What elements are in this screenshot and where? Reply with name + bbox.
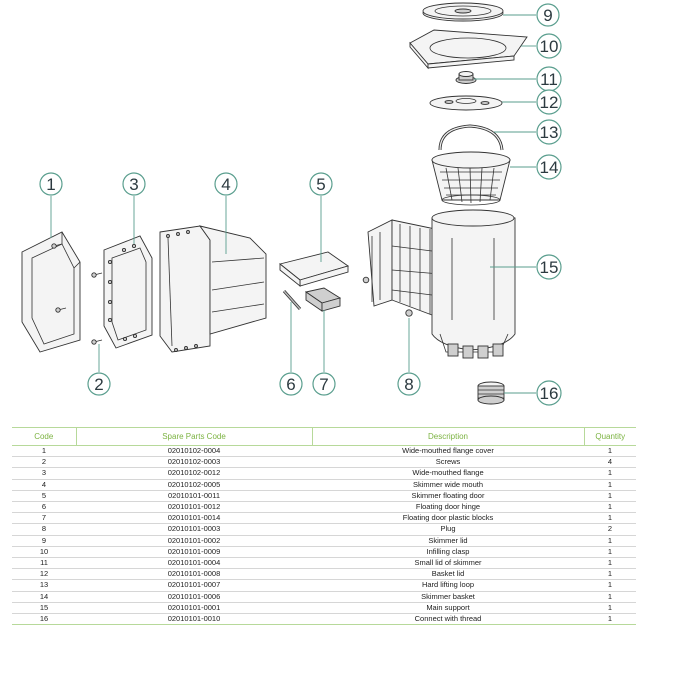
cell-spare-parts-code: 02010102-0005 [76,479,312,490]
cell-code: 7 [12,513,76,524]
cell-description: Wide-mouthed flange cover [312,446,584,457]
svg-text:13: 13 [539,123,559,142]
svg-text:12: 12 [539,93,559,112]
cell-description: Basket lid [312,569,584,580]
callout-2 [88,344,110,395]
cell-quantity: 1 [584,614,636,625]
cell-spare-parts-code: 02010101-0010 [76,614,312,625]
cell-spare-parts-code: 02010101-0007 [76,580,312,591]
table-row [12,558,636,569]
cell-description: Infilling clasp [312,546,584,557]
cell-description: Plug [312,524,584,535]
svg-text:8: 8 [404,375,414,394]
cell-quantity: 1 [584,479,636,490]
callout-14 [510,155,561,179]
header-spare-parts-code: Spare Parts Code [76,428,312,446]
cell-description: Skimmer basket [312,591,584,602]
table-row [12,479,636,490]
cell-quantity: 1 [584,569,636,580]
part-4-skimmer-wide-mouth [160,226,266,352]
callout-12 [502,90,561,114]
cell-code: 13 [12,580,76,591]
cell-description: Skimmer lid [312,535,584,546]
cell-description: Screws [312,457,584,468]
cell-code: 8 [12,524,76,535]
svg-text:5: 5 [316,175,326,194]
cell-quantity: 1 [584,490,636,501]
cell-description: Skimmer wide mouth [312,479,584,490]
cell-spare-parts-code: 02010101-0004 [76,558,312,569]
table-row [12,457,636,468]
cell-quantity: 1 [584,535,636,546]
cell-quantity: 1 [584,558,636,569]
cell-quantity: 4 [584,457,636,468]
part-14-skimmer-basket [432,152,510,205]
part-10-infilling-clasp [410,30,527,68]
cell-spare-parts-code: 02010102-0003 [76,457,312,468]
table-row [12,569,636,580]
cell-description: Main support [312,602,584,613]
svg-text:1: 1 [46,175,56,194]
cell-quantity: 1 [584,502,636,513]
cell-code: 15 [12,602,76,613]
cell-spare-parts-code: 02010101-0009 [76,546,312,557]
callout-6 [280,302,302,395]
cell-code: 5 [12,490,76,501]
svg-text:6: 6 [286,375,296,394]
cell-code: 4 [12,479,76,490]
table-row [12,535,636,546]
callout-8 [398,318,420,395]
svg-text:14: 14 [539,158,559,177]
svg-text:7: 7 [319,375,329,394]
table-row [12,524,636,535]
cell-quantity: 1 [584,580,636,591]
part-6-floating-door-hinge [284,291,300,309]
part-7-floating-door-plastic-blocks [306,288,340,311]
table-row [12,513,636,524]
part-12-basket-lid [430,96,502,110]
cell-description: Wide-mouthed flange [312,468,584,479]
part-13-hard-lifting-loop [440,126,502,150]
callout-16 [504,381,561,405]
cell-spare-parts-code: 02010101-0003 [76,524,312,535]
header-code: Code [12,428,76,446]
cell-spare-parts-code: 02010102-0004 [76,446,312,457]
cell-description: Floating door hinge [312,502,584,513]
part-11-small-lid-of-skimmer [456,72,476,84]
cell-spare-parts-code: 02010101-0006 [76,591,312,602]
cell-spare-parts-code: 02010101-0008 [76,569,312,580]
cell-code: 6 [12,502,76,513]
table-row [12,614,636,625]
svg-text:4: 4 [221,175,231,194]
table-row [12,468,636,479]
svg-text:9: 9 [543,6,553,25]
part-1-flange-cover [22,232,80,352]
svg-text:11: 11 [540,70,558,89]
cell-spare-parts-code: 02010101-0001 [76,602,312,613]
callout-9 [503,4,559,26]
header-description: Description [312,428,584,446]
cell-quantity: 2 [584,524,636,535]
table-row [12,591,636,602]
cell-quantity: 1 [584,546,636,557]
cell-code: 2 [12,457,76,468]
cell-description: Small lid of skimmer [312,558,584,569]
part-5-floating-door [280,252,348,286]
cell-quantity: 1 [584,446,636,457]
cell-spare-parts-code: 02010101-0014 [76,513,312,524]
table-row [12,490,636,501]
part-9-skimmer-lid [423,3,503,21]
cell-quantity: 1 [584,602,636,613]
table-row [12,602,636,613]
table-row [12,502,636,513]
callout-13 [494,120,561,144]
cell-code: 14 [12,591,76,602]
cell-spare-parts-code: 02010102-0012 [76,468,312,479]
spare-parts-table [12,427,636,625]
part-3-flange [104,236,152,348]
cell-quantity: 1 [584,513,636,524]
cell-code: 1 [12,446,76,457]
svg-text:10: 10 [539,37,559,56]
part-15-main-support [368,210,515,358]
callout-3 [123,173,145,244]
cell-code: 11 [12,558,76,569]
table-row [12,580,636,591]
cell-description: Skimmer floating door [312,490,584,501]
cell-description: Hard lifting loop [312,580,584,591]
table-row [12,446,636,457]
cell-spare-parts-code: 02010101-0012 [76,502,312,513]
table-body [12,446,636,625]
cell-code: 10 [12,546,76,557]
cell-description: Connect with thread [312,614,584,625]
svg-text:2: 2 [94,375,104,394]
cell-code: 16 [12,614,76,625]
header-quantity: Quantity [584,428,636,446]
part-16-connect-with-thread [478,382,504,404]
cell-code: 3 [12,468,76,479]
cell-code: 9 [12,535,76,546]
svg-text:16: 16 [539,384,559,403]
cell-quantity: 1 [584,591,636,602]
svg-text:3: 3 [129,175,139,194]
table-header-row [12,428,636,446]
table-row [12,546,636,557]
callout-1 [40,173,62,238]
callout-11 [474,67,561,91]
cell-spare-parts-code: 02010101-0011 [76,490,312,501]
cell-spare-parts-code: 02010101-0002 [76,535,312,546]
cell-code: 12 [12,569,76,580]
cell-quantity: 1 [584,468,636,479]
svg-text:15: 15 [539,258,559,277]
cell-description: Floating door plastic blocks [312,513,584,524]
callout-5 [310,173,332,262]
callout-7 [313,310,335,395]
